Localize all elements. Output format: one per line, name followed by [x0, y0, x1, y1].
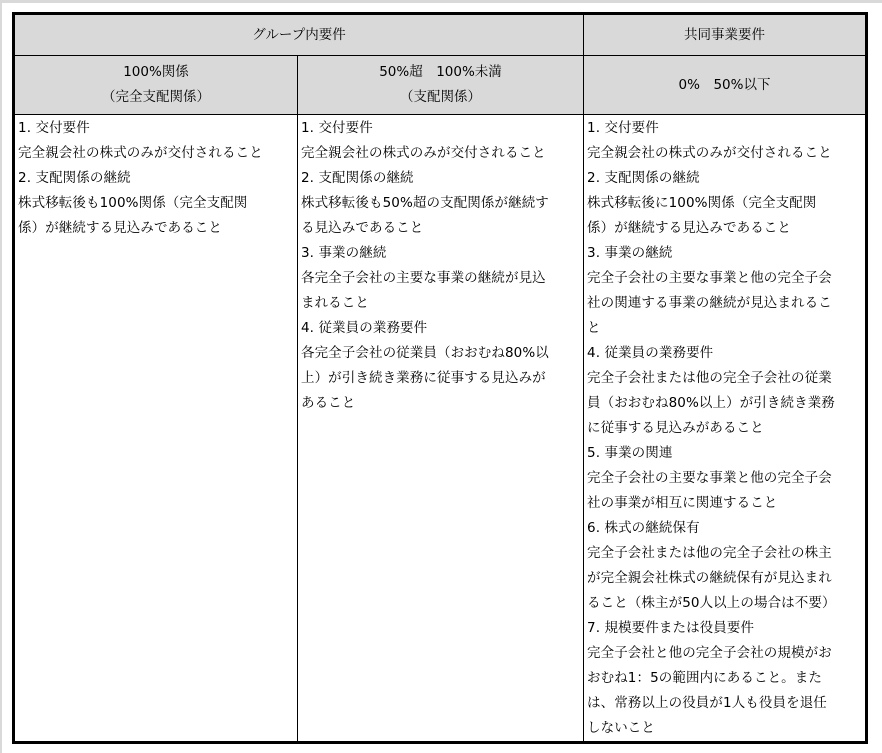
text-line: 係）が継続する見込みであること — [587, 220, 791, 236]
text-line: しないこと — [587, 720, 655, 736]
text-line: が完全親会社株式の継続保有が見込まれ — [587, 570, 832, 586]
header-0-to-50-percent — [584, 56, 867, 115]
header-50-to-100-line2: （支配関係） — [399, 89, 481, 105]
text-line: 社の関連する事業の継続が見込まれるこ — [587, 295, 832, 311]
header-50-to-100-line1: 50%超 100%未満 — [379, 64, 502, 80]
text-line: 株式移転後に100%関係（完全支配関 — [587, 195, 817, 211]
text-line: 1. 交付要件 — [18, 120, 90, 136]
text-line: 4. 従業員の業務要件 — [587, 345, 714, 361]
text-line: 3. 事業の継続 — [587, 245, 673, 261]
text-line: 完全子会社または他の完全子会社の株主 — [587, 545, 832, 561]
text-line: おむね1：5の範囲内にあること。また — [587, 670, 822, 686]
header-group-internal: グループ内要件 — [14, 14, 584, 56]
text-line: 2. 支配関係の継続 — [300, 170, 414, 186]
text-line: 完全子会社と他の完全子会社の規模がお — [587, 645, 832, 661]
text-line: あること — [300, 395, 356, 411]
text-line: に従事する見込みがあること — [587, 420, 764, 436]
header-100-percent-line1: 100%関係 — [123, 64, 189, 80]
cell-100-percent-requirements — [14, 115, 298, 743]
text-line: 1. 交付要件 — [300, 120, 373, 136]
header-50-to-100-percent — [297, 56, 583, 115]
text-line: 完全子会社の主要な事業と他の完全子会 — [587, 470, 832, 486]
header-100-percent-line2: （完全支配関係） — [101, 89, 210, 105]
text-line: 完全子会社の主要な事業と他の完全子会 — [587, 270, 832, 286]
text-line: は、常務以上の役員が1人も役員を退任 — [587, 695, 827, 711]
text-line: 各完全子会社の従業員（おおむね80%以 — [300, 345, 549, 361]
text-line: 4. 従業員の業務要件 — [300, 320, 428, 336]
page-top-edge — [0, 0, 882, 3]
text-line: 員（おおむね80%以上）が引き続き業務 — [587, 395, 835, 411]
text-line: 2. 支配関係の継続 — [587, 170, 700, 186]
text-line: 各完全子会社の主要な事業の継続が見込 — [300, 270, 546, 286]
cell-0-to-50-percent-requirements — [584, 115, 867, 743]
text-line: 2. 支配関係の継続 — [18, 170, 131, 186]
text-line: 7. 規模要件または役員要件 — [587, 620, 755, 636]
text-line: 3. 事業の継続 — [300, 245, 387, 261]
text-line: と — [587, 320, 601, 336]
header-row-category — [14, 14, 867, 56]
text-line: 完全親会社の株式のみが交付されること — [587, 145, 832, 161]
page-left-edge — [0, 0, 2, 753]
text-line: 1. 交付要件 — [587, 120, 659, 136]
text-line: る見込みであること — [300, 220, 424, 236]
header-row-ownership — [14, 56, 867, 115]
header-0-to-50-line1: 0% 50%以下 — [678, 76, 771, 93]
text-line: 上）が引き続き業務に従事する見込みが — [300, 370, 546, 386]
text-line: 完全親会社の株式のみが交付されること — [300, 145, 546, 161]
text-line: 株式移転後も100%関係（完全支配関 — [18, 195, 248, 211]
text-line: まれること — [300, 295, 369, 311]
requirements-body-row — [14, 115, 867, 743]
text-line: 6. 株式の継続保有 — [587, 520, 700, 536]
cell-50-to-100-percent-requirements — [297, 115, 583, 743]
text-line: 完全子会社または他の完全子会社の従業 — [587, 370, 832, 386]
text-line: 社の事業が相互に関連すること — [587, 495, 778, 511]
text-line: 株式移転後も50%超の支配関係が継続す — [300, 195, 549, 211]
header-100-percent — [14, 56, 298, 115]
text-line: 5. 事業の関連 — [587, 445, 673, 461]
text-line: 係）が継続する見込みであること — [18, 220, 222, 236]
text-line: ること（株主が50人以上の場合は不要） — [587, 595, 836, 611]
text-line: 完全親会社の株式のみが交付されること — [18, 145, 263, 161]
requirements-table — [12, 12, 868, 744]
header-joint-business: 共同事業要件 — [584, 14, 867, 56]
